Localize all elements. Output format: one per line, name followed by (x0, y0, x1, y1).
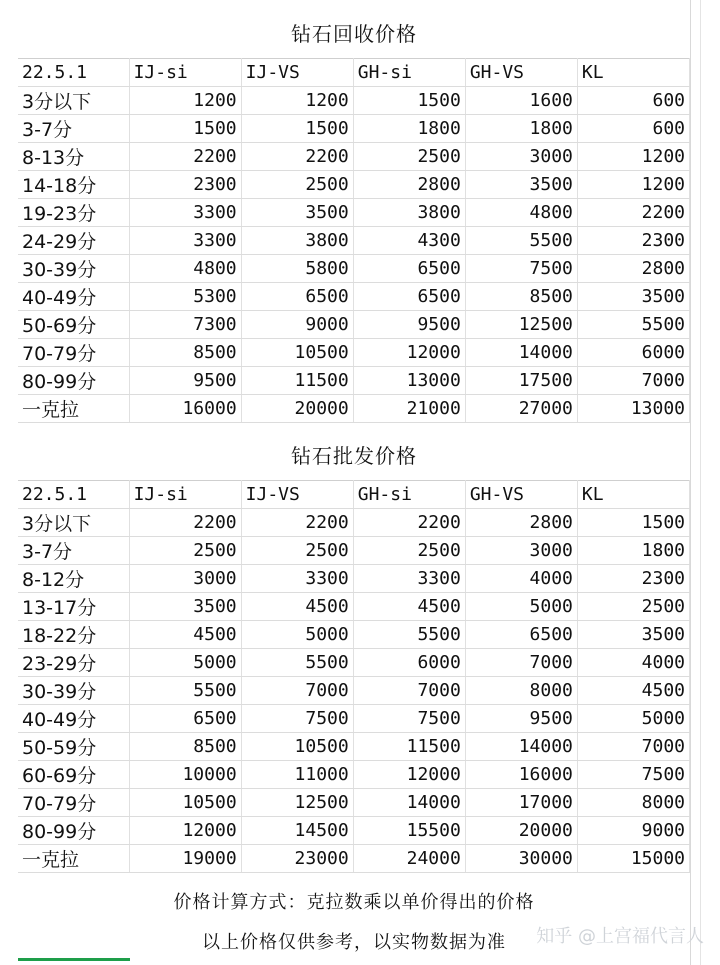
carat-range-cell: 50-69分 (18, 311, 129, 339)
price-cell: 5500 (465, 227, 577, 255)
price-cell: 7500 (353, 705, 465, 733)
price-cell: 5800 (241, 255, 353, 283)
price-cell: 5500 (353, 621, 465, 649)
price-cell: 15500 (353, 817, 465, 845)
price-cell: 1500 (577, 509, 689, 537)
price-cell: 8000 (577, 789, 689, 817)
table-row (18, 733, 690, 761)
price-cell: 2200 (353, 509, 465, 537)
price-cell: 12000 (353, 761, 465, 789)
price-cell: 16000 (129, 395, 241, 423)
price-cell: 1800 (577, 537, 689, 565)
price-cell: 5500 (241, 649, 353, 677)
grade-header-cell: GH-VS (465, 59, 577, 87)
price-cell: 7000 (465, 649, 577, 677)
price-cell: 1800 (465, 115, 577, 143)
price-cell: 2500 (241, 171, 353, 199)
price-cell: 5000 (129, 649, 241, 677)
table-row (18, 115, 690, 143)
price-cell: 5000 (241, 621, 353, 649)
price-cell: 3500 (465, 171, 577, 199)
header-row (18, 481, 690, 509)
price-cell: 600 (577, 87, 689, 115)
carat-range-cell: 80-99分 (18, 817, 129, 845)
price-cell: 12000 (129, 817, 241, 845)
pricing-method-note: 价格计算方式：克拉数乘以单价得出的价格 (173, 892, 535, 913)
price-cell: 9500 (353, 311, 465, 339)
grade-header-cell: KL (577, 59, 689, 87)
price-cell: 2800 (353, 171, 465, 199)
price-cell: 11000 (241, 761, 353, 789)
price-cell: 6000 (577, 339, 689, 367)
carat-range-cell: 70-79分 (18, 339, 129, 367)
price-cell: 10500 (241, 733, 353, 761)
price-cell: 3000 (465, 537, 577, 565)
price-cell: 3300 (129, 199, 241, 227)
carat-range-cell: 30-39分 (18, 677, 129, 705)
price-cell: 12500 (465, 311, 577, 339)
price-cell: 23000 (241, 845, 353, 873)
price-cell: 1200 (577, 143, 689, 171)
price-cell: 3000 (129, 565, 241, 593)
price-cell: 13000 (577, 395, 689, 423)
price-cell: 2200 (129, 143, 241, 171)
price-cell: 21000 (353, 395, 465, 423)
table-row (18, 311, 690, 339)
price-cell: 14500 (241, 817, 353, 845)
price-cell: 4000 (577, 649, 689, 677)
price-cell: 7500 (577, 761, 689, 789)
price-cell: 15000 (577, 845, 689, 873)
price-cell: 24000 (353, 845, 465, 873)
carat-range-cell: 23-29分 (18, 649, 129, 677)
price-cell: 2500 (129, 537, 241, 565)
price-cell: 4000 (465, 565, 577, 593)
sheet-column-divider-outer (700, 0, 701, 965)
table-row (18, 367, 690, 395)
grade-header-cell: KL (577, 481, 689, 509)
price-cell: 2200 (241, 509, 353, 537)
carat-range-cell: 一克拉 (18, 395, 129, 423)
price-cell: 6500 (353, 255, 465, 283)
price-cell: 1200 (241, 87, 353, 115)
price-cell: 27000 (465, 395, 577, 423)
grade-header-cell: GH-si (353, 59, 465, 87)
price-cell: 1500 (129, 115, 241, 143)
grade-header-cell: IJ-si (129, 481, 241, 509)
price-cell: 2300 (577, 227, 689, 255)
table-row (18, 87, 690, 115)
price-cell: 10500 (129, 789, 241, 817)
reference-disclaimer-note: 以上价格仅供参考，以实物数据为准 (202, 932, 506, 953)
price-cell: 5000 (465, 593, 577, 621)
price-cell: 2200 (129, 509, 241, 537)
price-cell: 14000 (465, 733, 577, 761)
price-cell: 7500 (241, 705, 353, 733)
price-cell: 14000 (353, 789, 465, 817)
price-cell: 3500 (577, 283, 689, 311)
price-cell: 12500 (241, 789, 353, 817)
carat-range-cell: 一克拉 (18, 845, 129, 873)
price-cell: 7000 (353, 677, 465, 705)
price-cell: 1500 (353, 87, 465, 115)
price-cell: 19000 (129, 845, 241, 873)
carat-range-cell: 30-39分 (18, 255, 129, 283)
table-row (18, 509, 690, 537)
price-cell: 7000 (577, 367, 689, 395)
date-header-cell: 22.5.1 (18, 59, 129, 87)
price-cell: 2300 (129, 171, 241, 199)
table-row (18, 705, 690, 733)
price-cell: 3800 (241, 227, 353, 255)
carat-range-cell: 40-49分 (18, 705, 129, 733)
grade-header-cell: IJ-si (129, 59, 241, 87)
carat-range-cell: 80-99分 (18, 367, 129, 395)
price-cell: 600 (577, 115, 689, 143)
price-cell: 2500 (241, 537, 353, 565)
carat-range-cell: 3分以下 (18, 509, 129, 537)
table-row (18, 817, 690, 845)
carat-range-cell: 3-7分 (18, 115, 129, 143)
table-row (18, 395, 690, 423)
sheet-column-divider (690, 0, 691, 965)
price-cell: 3800 (353, 199, 465, 227)
carat-range-cell: 3-7分 (18, 537, 129, 565)
price-cell: 6500 (353, 283, 465, 311)
table-row (18, 565, 690, 593)
price-cell: 8500 (129, 339, 241, 367)
carat-range-cell: 18-22分 (18, 621, 129, 649)
price-cell: 2300 (577, 565, 689, 593)
price-cell: 3500 (129, 593, 241, 621)
price-cell: 9500 (465, 705, 577, 733)
price-cell: 5500 (129, 677, 241, 705)
carat-range-cell: 8-13分 (18, 143, 129, 171)
price-cell: 7000 (241, 677, 353, 705)
price-cell: 4300 (353, 227, 465, 255)
price-cell: 3500 (241, 199, 353, 227)
table-row (18, 845, 690, 873)
price-cell: 9000 (241, 311, 353, 339)
table-row (18, 537, 690, 565)
price-cell: 5000 (577, 705, 689, 733)
price-cell: 2500 (353, 537, 465, 565)
header-row (18, 59, 690, 87)
price-cell: 3300 (241, 565, 353, 593)
price-cell: 13000 (353, 367, 465, 395)
carat-range-cell: 3分以下 (18, 87, 129, 115)
grade-header-cell: IJ-VS (241, 59, 353, 87)
price-cell: 12000 (353, 339, 465, 367)
price-cell: 2500 (577, 593, 689, 621)
price-cell: 20000 (465, 817, 577, 845)
price-cell: 4500 (129, 621, 241, 649)
price-cell: 4500 (577, 677, 689, 705)
table-row (18, 199, 690, 227)
carat-range-cell: 40-49分 (18, 283, 129, 311)
price-cell: 6500 (129, 705, 241, 733)
recycle-price-table (18, 58, 690, 423)
carat-range-cell: 14-18分 (18, 171, 129, 199)
recycle-price-title: 钻石回收价格 (291, 22, 417, 46)
zhihu-watermark: 知乎 @上宫福代言人 (536, 926, 704, 947)
carat-range-cell: 60-69分 (18, 761, 129, 789)
price-cell: 1200 (129, 87, 241, 115)
price-cell: 2800 (577, 255, 689, 283)
grade-header-cell: GH-si (353, 481, 465, 509)
carat-range-cell: 24-29分 (18, 227, 129, 255)
price-cell: 16000 (465, 761, 577, 789)
grade-header-cell: GH-VS (465, 481, 577, 509)
price-cell: 6000 (353, 649, 465, 677)
price-cell: 14000 (465, 339, 577, 367)
price-cell: 6500 (241, 283, 353, 311)
price-cell: 5500 (577, 311, 689, 339)
price-cell: 6500 (465, 621, 577, 649)
price-cell: 3500 (577, 621, 689, 649)
price-cell: 5300 (129, 283, 241, 311)
price-cell: 11500 (353, 733, 465, 761)
price-cell: 10500 (241, 339, 353, 367)
price-cell: 10000 (129, 761, 241, 789)
table-row (18, 339, 690, 367)
price-cell: 2500 (353, 143, 465, 171)
date-header-cell: 22.5.1 (18, 481, 129, 509)
wholesale-price-title: 钻石批发价格 (291, 444, 417, 468)
table-row (18, 593, 690, 621)
price-cell: 3300 (129, 227, 241, 255)
price-cell: 8000 (465, 677, 577, 705)
table-row (18, 171, 690, 199)
price-cell: 7500 (465, 255, 577, 283)
price-cell: 9500 (129, 367, 241, 395)
table-row (18, 621, 690, 649)
price-cell: 4500 (241, 593, 353, 621)
table-row (18, 789, 690, 817)
selected-sheet-tab-indicator[interactable] (18, 958, 130, 961)
price-cell: 9000 (577, 817, 689, 845)
price-cell: 4500 (353, 593, 465, 621)
price-cell: 17000 (465, 789, 577, 817)
price-cell: 8500 (465, 283, 577, 311)
table-row (18, 761, 690, 789)
price-cell: 3000 (465, 143, 577, 171)
price-cell: 7000 (577, 733, 689, 761)
price-cell: 20000 (241, 395, 353, 423)
carat-range-cell: 70-79分 (18, 789, 129, 817)
price-cell: 2800 (465, 509, 577, 537)
table-row (18, 677, 690, 705)
table-row (18, 283, 690, 311)
price-cell: 3300 (353, 565, 465, 593)
price-cell: 30000 (465, 845, 577, 873)
price-cell: 4800 (465, 199, 577, 227)
carat-range-cell: 50-59分 (18, 733, 129, 761)
grade-header-cell: IJ-VS (241, 481, 353, 509)
price-cell: 2200 (577, 199, 689, 227)
carat-range-cell: 13-17分 (18, 593, 129, 621)
wholesale-price-table (18, 480, 690, 873)
carat-range-cell: 8-12分 (18, 565, 129, 593)
price-cell: 8500 (129, 733, 241, 761)
price-cell: 2200 (241, 143, 353, 171)
price-cell: 7300 (129, 311, 241, 339)
price-cell: 17500 (465, 367, 577, 395)
price-cell: 11500 (241, 367, 353, 395)
price-cell: 1800 (353, 115, 465, 143)
table-row (18, 227, 690, 255)
carat-range-cell: 19-23分 (18, 199, 129, 227)
table-row (18, 649, 690, 677)
table-row (18, 143, 690, 171)
price-cell: 1200 (577, 171, 689, 199)
price-cell: 1500 (241, 115, 353, 143)
table-row (18, 255, 690, 283)
spreadsheet (18, 0, 690, 965)
price-cell: 1600 (465, 87, 577, 115)
price-cell: 4800 (129, 255, 241, 283)
